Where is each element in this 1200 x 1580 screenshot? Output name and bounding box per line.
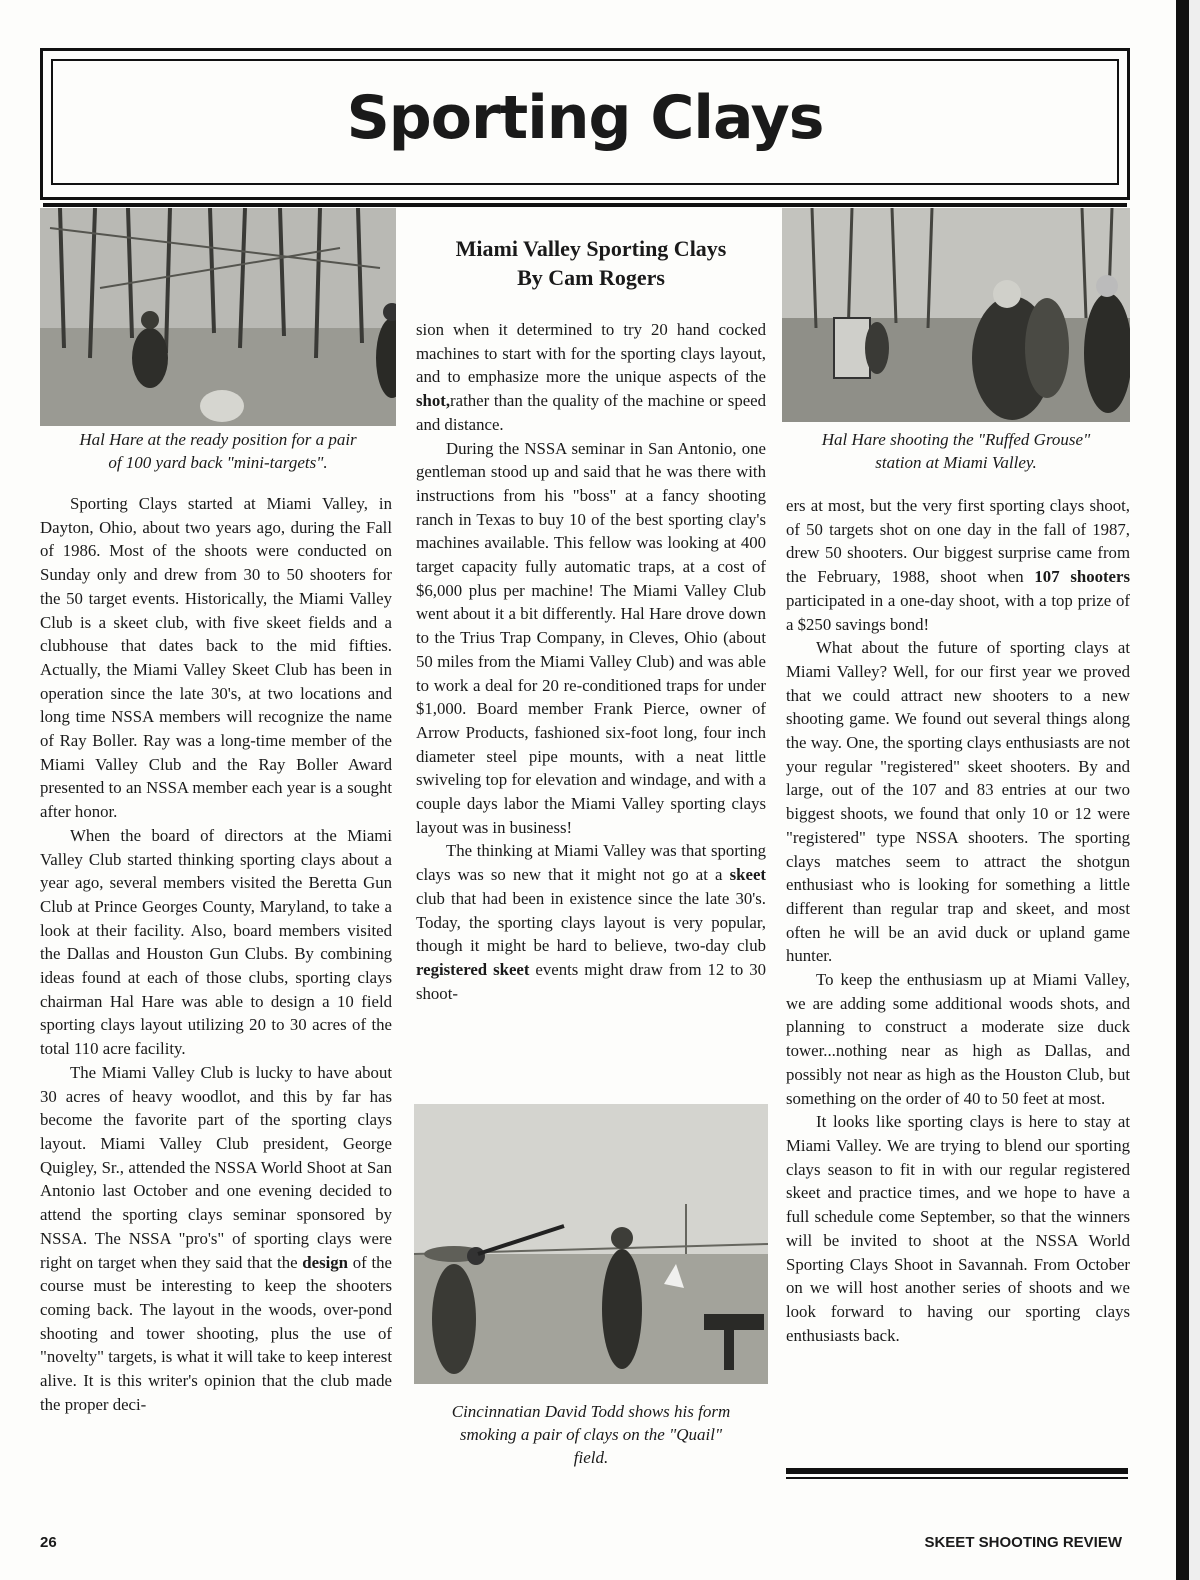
- col1-p3-text-c: of the course must be interesting to keep the shooters coming back. The layout in the woods, over-pond shooting and tower shooting, plus the use of "novelty" targets, is what it will take to keep interest alive. It is this writer's opinion that the club made the proper deci-: [40, 1252, 392, 1414]
- caption-woods-line-2: of 100 yard back "mini-targets".: [108, 453, 328, 472]
- col3-p1-bold: 107 shooters: [1034, 567, 1130, 587]
- title-box: [40, 48, 1130, 200]
- col2-p1-text-a: sion when it determined to try 20 hand cocked machines to start with for the sporting clays layout, and to emphasize more the unique aspects of the: [416, 320, 766, 387]
- caption-station-line-1: Hal Hare shooting the "Ruffed Grouse": [821, 430, 1091, 449]
- col1-paragraph-1: Sporting Clays started at Miami Valley, in Dayton, Ohio, about two years ago, during the Fall of 1986. Most of the shoots were conducted on Sunday only and drew from 30 to 50 shooters for the 50 target events. Historically, the Miami Valley Club is a skeet club, with five skeet fields and a clubhouse that dates back to the mid fifties. Actually, the Miami Valley Skeet Club has been in operation since the late 30's, at two locations and long time NSSA members will recognize the name of Ray Boller. Ray was a long-time member of the Miami Valley Club and the Ray Boller Award presented to an NSSA member each year is a sought after honor.: [40, 494, 392, 822]
- col3-paragraph-3: To keep the enthusiasm up at Miami Valley, we are adding some additional woods shots, and planning to construct a moderate size duck tower...nothing near as high as Dallas, and possibly not near as high as the Houston Club, but something on the order of 40 to 50 feet at most.: [786, 970, 1130, 1108]
- caption-woods: [40, 428, 396, 474]
- col3-p1-text-a: ers at most, but the very first sporting clays shoot, of 50 targets shot on one day in the fall of 1987, drew 50 shooters. Our biggest surprise came from the February, 1988, shoot when: [786, 496, 1130, 587]
- article-headline: [416, 234, 766, 292]
- col2-p3-bold-registered: registered skeet: [416, 959, 530, 979]
- col2-p3-text-a: The thinking at Miami Valley was that sporting clays was so new that it might not go at a: [416, 841, 766, 885]
- title-rule: [43, 203, 1127, 207]
- page-title: Sporting Clays: [346, 83, 824, 153]
- col2-p1-bold: shot,: [416, 391, 451, 411]
- col1-paragraph-3: [40, 1061, 392, 1417]
- photo-field: [414, 1104, 768, 1384]
- photo-woods-image: [40, 208, 396, 426]
- caption-field-line-1: Cincinnatian David Todd shows his form: [451, 1402, 731, 1421]
- col2-paragraph-3: [416, 839, 766, 1005]
- photo-field-image: [414, 1104, 768, 1384]
- col1-p3-text-a: The Miami Valley Club is lucky to have about 30 acres of heavy woodlot, and this by far has become the favorite part of the sporting clays layout. Miami Valley Club president, George Quigley, Sr., attended the NSSA World Shoot at San Antonio last October and one evening decided to attend the sporting clays seminar sponsored by NSSA. The NSSA "pro's" of sporting clays were right on target when they said that the: [40, 1062, 392, 1272]
- caption-field-line-2: smoking a pair of clays on the "Quail": [459, 1425, 723, 1444]
- headline-byline: By Cam Rogers: [517, 265, 665, 290]
- caption-station: [782, 428, 1130, 474]
- col3-paragraph-2: What about the future of sporting clays at Miami Valley? Well, for our first year we proved that we could attract new shooters to a new shooting game. We found out several things along the way. One, the sporting clays enthusiasts are not your regular "registered" skeet shooters. By and large, out of the 107 and 83 entries at our two biggest shoots, we found that only 10 or 12 were "registered" type NSSA shooters. The sporting clays matches seem to attract the shotgun enthusiast who is looking for something a little different than regular trap and skeet, and most often he will be an avid duck or upland game hunter.: [786, 638, 1130, 966]
- article-column-3: [786, 494, 1130, 1347]
- page-edge-gap: [1189, 0, 1200, 1580]
- col2-p3-text-e: events might draw from 12 to 30 shoot-: [416, 959, 766, 1003]
- article-column-1: [40, 492, 392, 1416]
- caption-woods-line-1: Hal Hare at the ready position for a pair: [79, 430, 357, 449]
- article-end-rule: [786, 1468, 1128, 1474]
- photo-station: [782, 208, 1130, 422]
- caption-station-line-2: station at Miami Valley.: [875, 453, 1037, 472]
- article-column-2: [416, 318, 766, 1005]
- caption-field-line-3: field.: [573, 1448, 609, 1467]
- photo-station-image: [782, 208, 1130, 422]
- col3-p1-text-c: participated in a one-day shoot, with a top prize of a $250 savings bond!: [786, 590, 1130, 634]
- col1-p3-bold: design: [302, 1252, 348, 1272]
- col2-paragraph-2: During the NSSA seminar in San Antonio, one gentleman stood up and said that he was there with instructions from his "boss" at a fancy shooting ranch in Texas to buy 10 of the best sporting clay's machines available. This fellow was looking at 400 target capacity fully automatic traps, at a cost of $6,000 plus per machine! The Miami Valley Club went about it a bit differently. Hal Hare drove down to the Trius Trap Company, in Cleves, Ohio (about 50 miles from the Miami Valley Club) and was able to work a deal for 20 re-conditioned traps for under $1,000. Board member Frank Pierce, owner of Arrow Products, fashioned six-foot long, four inch diameter steel pipe mounts, with a neat little swiveling top for elevation and windage, and with a couple days labor the Miami Valley sporting clays layout was in business!: [416, 438, 766, 837]
- col1-paragraph-2: When the board of directors at the Miami Valley Club started thinking sporting clays about a year ago, several members visited the Beretta Gun Club at Prince Georges County, Maryland, to take a look at their facility. Also, board members visited the Dallas and Houston Gun Clubs. By combining ideas found at each of those clubs, sporting clays chairman Hal Hare was able to design a 10 field sporting clays layout utilizing 20 to 30 acres of the total 110 acre facility.: [40, 825, 392, 1059]
- col2-paragraph-1: [416, 318, 766, 437]
- col2-p3-bold-skeet: skeet: [729, 865, 767, 885]
- headline-title: Miami Valley Sporting Clays: [455, 236, 727, 261]
- title-frame: [51, 59, 1119, 185]
- col2-p1-text-c: rather than the quality of the machine or speed and distance.: [416, 391, 766, 434]
- article-end-rule-thin: [786, 1477, 1128, 1479]
- col2-p3-text-c: club that had been in existence since the late 30's. Today, the sporting clays layout is very popular, though it might be hard to believe, two-day club: [416, 888, 766, 956]
- page-number: 26: [40, 1534, 57, 1551]
- col3-paragraph-4: It looks like sporting clays is here to stay at Miami Valley. We are trying to blend our sporting clays season to fit in with our regular registered skeet and practice times, and we hope to have a full schedule come September, so that the winners will be invited to shoot at the NSSA World Sporting Clays Shoot in Savannah. From October on we will host another series of shoots and we look forward to having our sporting clays enthusiasts back.: [786, 1112, 1130, 1345]
- publication-name: SKEET SHOOTING REVIEW: [924, 1534, 1122, 1551]
- col3-paragraph-1: [786, 494, 1130, 636]
- caption-field: [414, 1400, 768, 1469]
- photo-woods: [40, 208, 396, 426]
